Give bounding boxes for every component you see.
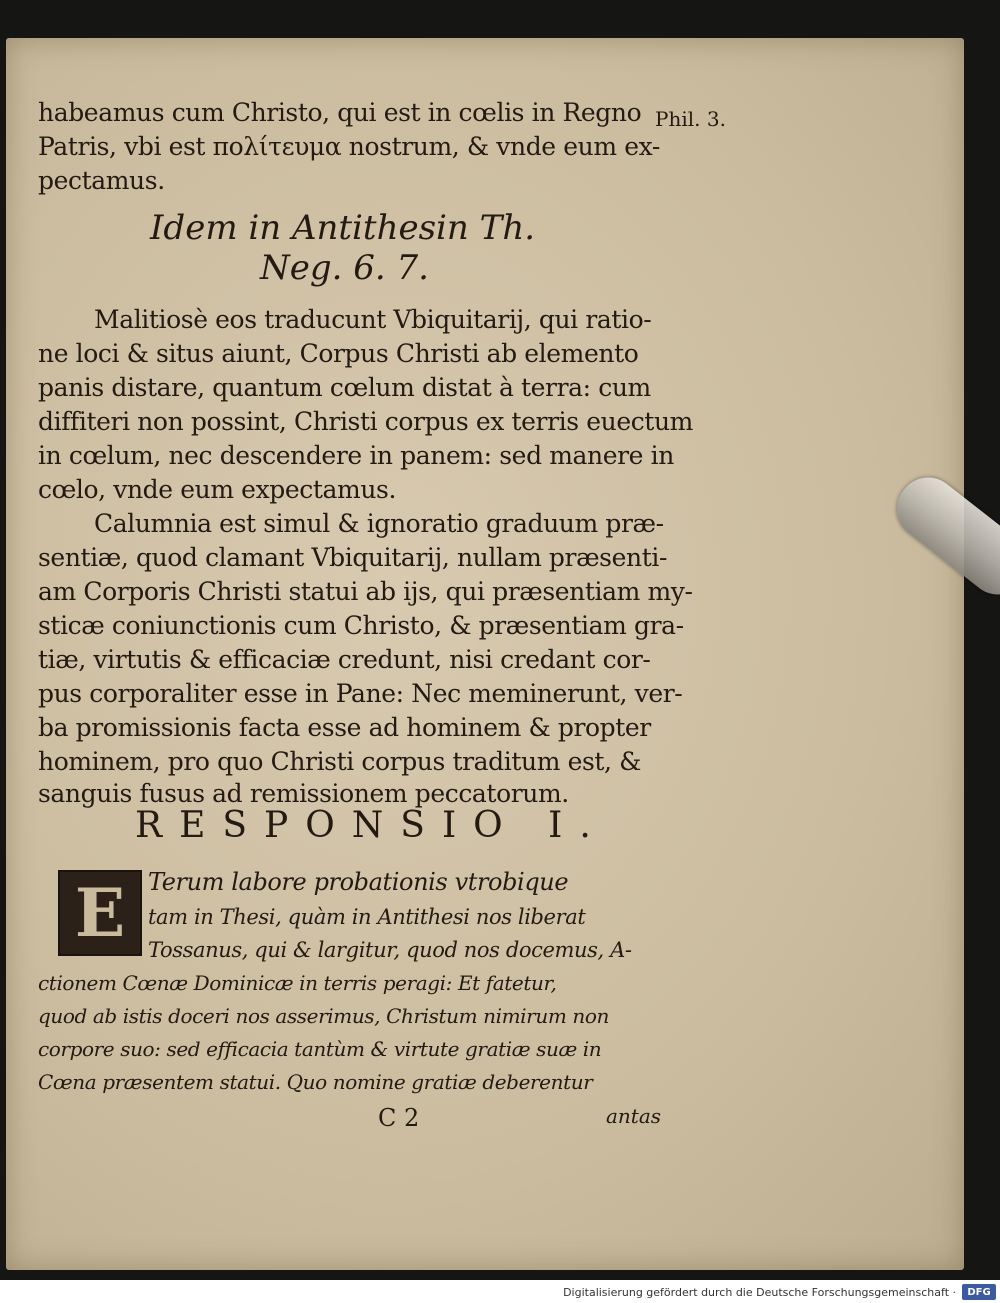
text-line: pectamus. <box>38 166 165 195</box>
section-heading-sub: Neg. 6. 7. <box>260 248 429 288</box>
text-line: sanguis fusus ad remissionem peccatorum. <box>38 779 569 808</box>
text-line: corpore suo: sed efficacia tantùm & virtute gratiæ suæ in <box>38 1037 602 1061</box>
text-line: Tossanus, qui & largitur, quod nos docemus, A- <box>148 938 632 962</box>
text-line: ctionem Cœnæ Dominicæ in terris peragi: Et fatetur, <box>38 971 557 995</box>
text-line: pus corporaliter esse in Pane: Nec meminerunt, ver- <box>38 679 683 708</box>
text-line: cœlo, vnde eum expectamus. <box>38 475 397 504</box>
text-line: panis distare, quantum cœlum distat à terra: cum <box>38 373 651 402</box>
text-line: Calumnia est simul & ignoratio graduum præ- <box>94 509 664 538</box>
text-line: hominem, pro quo Christi corpus traditum est, & <box>38 747 642 776</box>
signature-mark: C 2 <box>378 1104 420 1132</box>
text-line: Cœna præsentem statui. Quo nomine gratiæ deberentur <box>38 1070 593 1094</box>
margin-note: Phil. 3. <box>655 107 726 131</box>
text-line: diffiteri non possint, Christi corpus ex terris euectum <box>38 407 693 436</box>
text-line: Patris, vbi est πολίτευμα nostrum, & vnde eum ex- <box>38 132 660 161</box>
footer-bar <box>0 1282 1000 1303</box>
funding-credit: Digitalisierung gefördert durch die Deutsche Forschungsgemeinschaft · <box>563 1286 956 1299</box>
section-heading: Idem in Antithesin Th. <box>150 208 536 248</box>
text-line: am Corporis Christi statui ab ijs, qui præsentiam my- <box>38 577 693 606</box>
text-line: tam in Thesi, quàm in Antithesi nos liberat <box>148 905 586 929</box>
text-line: quod ab istis doceri nos asserimus, Christum nimirum non <box>38 1004 609 1028</box>
text-line: Malitiosè eos traducunt Vbiquitarij, qui ratio- <box>94 305 652 334</box>
text-line: Terum labore probationis vtrobique <box>148 868 569 896</box>
responsio-heading: RESPONSIO I. <box>135 805 608 846</box>
text-line: in cœlum, nec descendere in panem: sed manere in <box>38 441 674 470</box>
decorated-initial: E <box>58 870 142 956</box>
catchword: antas <box>606 1104 662 1128</box>
dfg-logo-icon: DFG <box>962 1284 996 1300</box>
text-line: ne loci & situs aiunt, Corpus Christi ab elemento <box>38 339 639 368</box>
text-line: habeamus cum Christo, qui est in cœlis in Regno <box>38 98 642 127</box>
text-line: sticæ coniunctionis cum Christo, & præsentiam gra- <box>38 611 684 640</box>
text-line: tiæ, virtutis & efficaciæ credunt, nisi credant cor- <box>38 645 651 674</box>
text-line: sentiæ, quod clamant Vbiquitarij, nullam præsenti- <box>38 543 667 572</box>
text-line: ba promissionis facta esse ad hominem & propter <box>38 713 651 742</box>
